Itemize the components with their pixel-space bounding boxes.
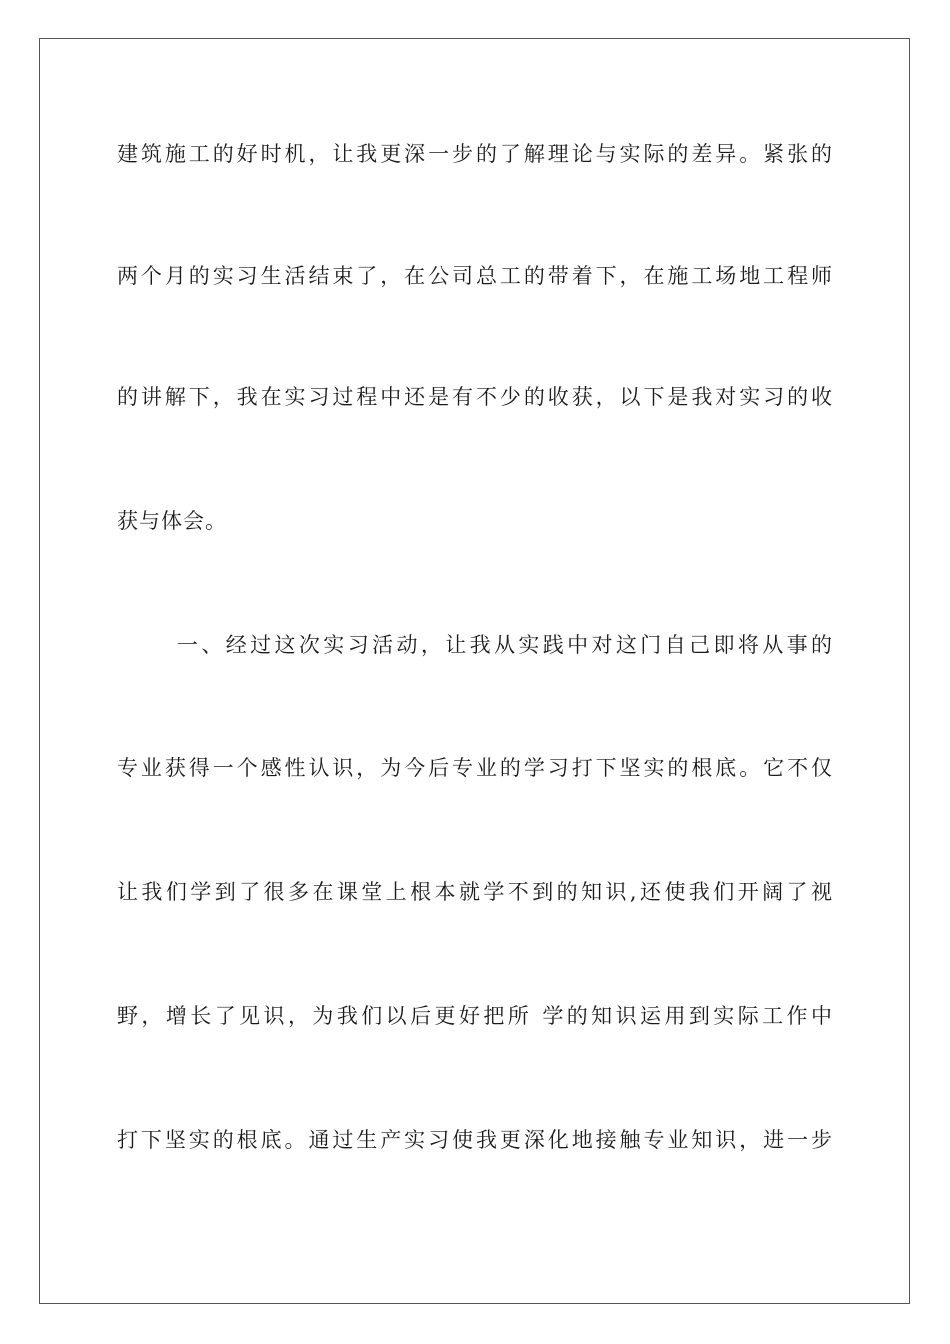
paragraph-line: 建筑施工的好时机，让我更深一步的了解理论与实际的差异。紧张的 — [117, 142, 833, 166]
paragraph-line: 的讲解下，我在实习过程中还是有不少的收获，以下是我对实习的收 — [117, 385, 833, 409]
paragraph-line: 获与体会。 — [117, 509, 227, 533]
page-border — [39, 38, 910, 1304]
paragraph-line: 打下坚实的根底。通过生产实习使我更深化地接触专业知识，进一步 — [117, 1128, 833, 1152]
paragraph-line: 让我们学到了很多在课堂上根本就学不到的知识,还使我们开阔了视 — [117, 880, 833, 904]
paragraph-line: 两个月的实习生活结束了，在公司总工的带着下，在施工场地工程师 — [117, 264, 833, 288]
paragraph-line: 野，增长了见识，为我们以后更好把所 学的知识运用到实际工作中 — [117, 1004, 833, 1028]
paragraph-line: 专业获得一个感性认识，为今后专业的学习打下坚实的根底。它不仅 — [117, 756, 833, 780]
paragraph-line: 一、经过这次实习活动，让我从实践中对这门自己即将从事的 — [177, 633, 833, 657]
